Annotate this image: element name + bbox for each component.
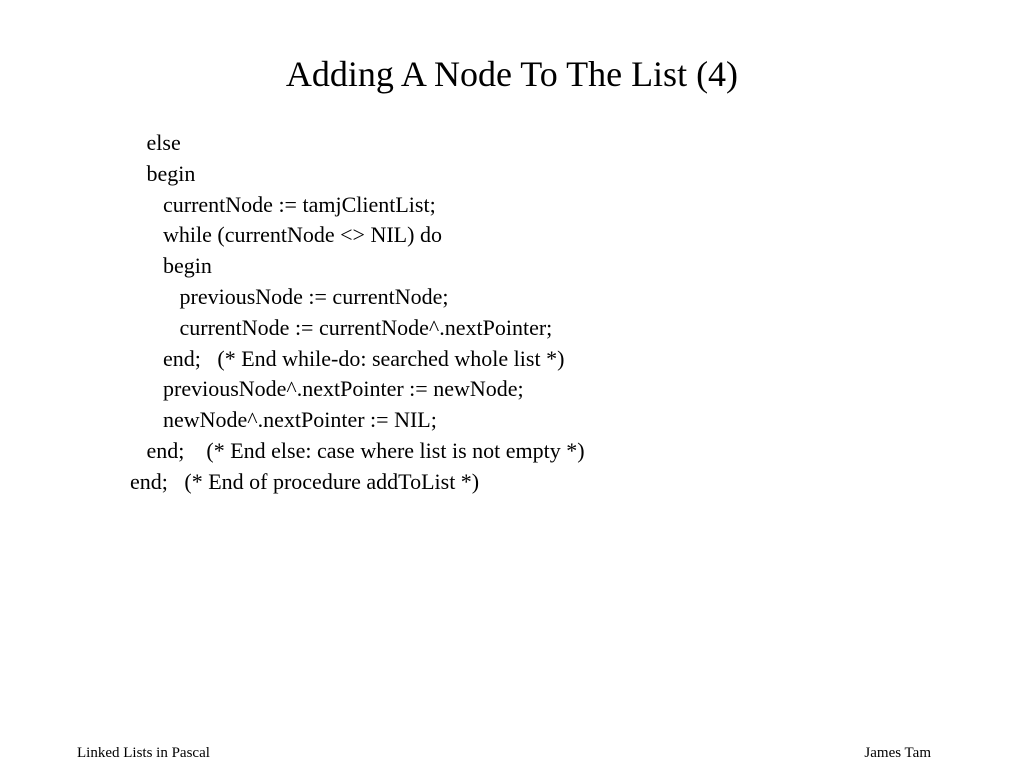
footer-author: James Tam	[864, 745, 931, 761]
code-line: newNode^.nextPointer := NIL;	[130, 407, 437, 433]
footer-course-title: Linked Lists in Pascal	[77, 745, 210, 761]
code-line: previousNode := currentNode;	[130, 283, 449, 309]
code-line: while (currentNode <> NIL) do	[130, 222, 442, 248]
code-line: else	[130, 130, 181, 155]
code-line: begin	[130, 253, 212, 279]
code-line: end; (* End else: case where list is not empty *)	[130, 437, 585, 463]
code-line: begin	[130, 160, 196, 186]
code-line: currentNode := currentNode^.nextPointer;	[130, 314, 553, 340]
code-line: previousNode^.nextPointer := newNode;	[130, 376, 524, 402]
slide-title: Adding A Node To The List (4)	[285, 54, 739, 94]
code-block	[130, 128, 585, 498]
code-line: end; (* End while-do: searched whole list *)	[130, 345, 565, 371]
code-line: end; (* End of procedure addToList *)	[130, 468, 480, 494]
code-line: currentNode := tamjClientList;	[130, 191, 436, 217]
